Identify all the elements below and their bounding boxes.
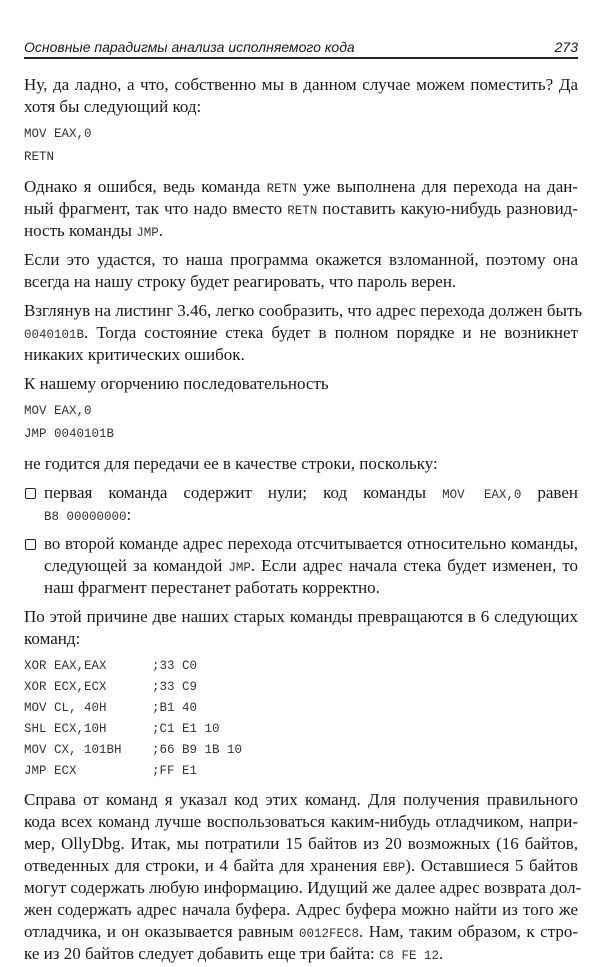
paragraph — [24, 453, 578, 475]
inline-code: JMP — [136, 226, 159, 240]
instruction: XOR EAX,EAX — [24, 659, 107, 673]
text-run: жен содержать адрес начала буфера. Адрес буфера можно найти из того же — [24, 900, 578, 919]
text-run: ). Оставшиеся 5 байтов — [405, 856, 578, 875]
text-line — [24, 271, 578, 293]
opcode-comment: ;C1 E1 10 — [152, 722, 220, 736]
bullet-item — [24, 533, 578, 599]
opcode-comment: ;33 C0 — [152, 659, 198, 673]
code-line — [24, 698, 578, 719]
text-line — [24, 628, 578, 650]
checkbox-bullet-icon — [25, 488, 36, 499]
page-number: 273 — [554, 39, 578, 55]
text-line — [44, 533, 578, 555]
text-run: . Если адрес начала стека будет изменен, то — [250, 556, 578, 575]
text-run: . Нам, таким образом, к стро- — [359, 922, 578, 941]
paragraph — [24, 249, 578, 293]
text-line — [44, 577, 578, 599]
text-run: Если это удастся, то наша программа окажется взломанной, поэтому она — [24, 250, 578, 269]
text-run: Взглянув на листинг 3.46, легко сообразить, что адрес перехода должен быть — [24, 301, 583, 320]
running-header — [24, 31, 578, 59]
inline-code: 0012FEC8 — [299, 927, 360, 941]
text-run: По этой причине две наших старых команды превращаются в 6 следующих — [24, 607, 578, 626]
text-run: . — [158, 221, 163, 240]
text-line — [24, 921, 578, 943]
paragraph — [24, 373, 578, 395]
text-run: уже выполнена для перехода на дан- — [296, 177, 578, 196]
code-listing — [24, 400, 578, 446]
text-line — [24, 899, 578, 921]
text-line — [44, 555, 578, 577]
text-line — [24, 176, 578, 198]
opcode-comment: ;66 B9 1B 10 — [152, 743, 243, 757]
inline-code: 0040101B — [24, 328, 85, 342]
instruction: MOV CX, 101BH — [24, 743, 122, 757]
text-line — [24, 877, 582, 899]
text-run: мер, OllyDbg. Итак, мы потратили 15 байтов из 20 возможных (16 байтов, — [24, 834, 578, 853]
inline-code: EBP — [382, 861, 406, 875]
paragraph — [24, 176, 578, 242]
text-run: поставить какую-нибудь разновид- — [317, 199, 578, 218]
text-run: кода всех команд лучше воспользоваться каким-нибудь отладчиком, напри- — [24, 812, 578, 831]
text-run: ке из 20 байтов следует добавить еще три байта: — [24, 944, 379, 963]
opcode-comment: ;B1 40 — [152, 701, 198, 715]
text-run: могут содержать любую информацию. Идущий же далее адрес возврата дол- — [24, 878, 582, 897]
inline-code: MOV EAX,0 — [442, 488, 522, 502]
text-line — [24, 198, 578, 220]
code-line — [24, 719, 578, 740]
text-line — [24, 74, 578, 96]
text-run: команд: — [24, 629, 81, 648]
instruction: JMP ECX — [24, 764, 77, 778]
code-line — [24, 761, 578, 782]
text-line — [24, 96, 578, 118]
text-run: . Тогда состояние стека будет в полном порядке и не возникнет — [84, 323, 578, 342]
text-line — [24, 606, 578, 628]
instruction: MOV CL, 40H — [24, 701, 107, 715]
code-line: RETN — [24, 150, 55, 164]
page-body — [24, 74, 583, 965]
text-run: хотя бы следующий код: — [24, 97, 202, 116]
code-listing-with-opcodes — [24, 656, 578, 782]
instruction: SHL ECX,10H — [24, 722, 107, 736]
text-run: наш фрагмент перестанет работать корректно. — [44, 578, 380, 597]
text-line — [24, 453, 578, 475]
opcode-comment: ;33 C9 — [152, 680, 198, 694]
instruction: XOR ECX,ECX — [24, 680, 107, 694]
text-run: отладчика, и он оказывается равным — [24, 922, 300, 941]
text-line — [24, 249, 578, 271]
checkbox-bullet-icon — [25, 539, 36, 550]
text-run: ность команды — [24, 221, 137, 240]
text-line — [24, 322, 578, 344]
opcode-comment: ;FF E1 — [152, 764, 198, 778]
text-run: не годится для передачи ее в качестве строки, поскольку: — [24, 454, 438, 473]
text-run: первая команда содержит нули; код команды — [44, 483, 443, 502]
text-run: К нашему огорчению последовательность — [24, 374, 329, 393]
text-run: во второй команде адрес перехода отсчитывается относительно команды, — [44, 534, 578, 553]
text-run: отведенных для строки, и 4 байта для хранения — [24, 856, 383, 875]
bullet-item — [24, 482, 578, 526]
paragraph — [24, 606, 578, 650]
code-line — [24, 656, 578, 677]
text-run: равен — [521, 483, 579, 502]
text-run: следующей за командой — [44, 556, 229, 575]
paragraph — [24, 300, 583, 366]
code-line — [24, 677, 578, 698]
code-line: MOV EAX,0 — [24, 127, 92, 141]
inline-code: C8 FE 12 — [378, 949, 439, 963]
inline-code: RETN — [287, 204, 318, 218]
text-line — [24, 811, 578, 833]
text-line — [24, 855, 578, 877]
code-line: JMP 0040101B — [24, 427, 115, 441]
text-line — [44, 482, 578, 504]
chapter-title: Основные парадигмы анализа исполняемого кода — [24, 39, 355, 55]
text-run: Ну, да ладно, а что, собственно мы в данном случае можем поместить? Да — [24, 75, 578, 94]
text-line — [24, 789, 578, 811]
text-run: всегда на нашу строку будет реагировать, что пароль верен. — [24, 272, 457, 291]
text-run: никаких критических ошибок. — [24, 345, 245, 364]
text-run: . — [439, 944, 444, 963]
code-line: MOV EAX,0 — [24, 404, 92, 418]
text-line — [24, 344, 578, 366]
code-line — [24, 740, 578, 761]
code-listing — [24, 123, 578, 169]
paragraph — [24, 789, 582, 965]
text-run: ный фрагмент, так что надо вместо — [24, 199, 288, 218]
text-line — [24, 373, 578, 395]
paragraph — [24, 74, 578, 118]
inline-code: RETN — [266, 182, 297, 196]
text-line — [24, 300, 583, 322]
text-run: Справа от команд я указал код этих команд. Для получения правильного — [24, 790, 578, 809]
text-line — [24, 943, 578, 965]
text-line — [24, 833, 578, 855]
text-line — [24, 220, 578, 242]
text-line — [44, 504, 578, 526]
text-run: Однако я ошибся, ведь команда — [24, 177, 267, 196]
inline-code: JMP — [228, 561, 251, 575]
inline-code: B8 00000000 — [44, 510, 127, 524]
text-run: : — [126, 505, 132, 524]
